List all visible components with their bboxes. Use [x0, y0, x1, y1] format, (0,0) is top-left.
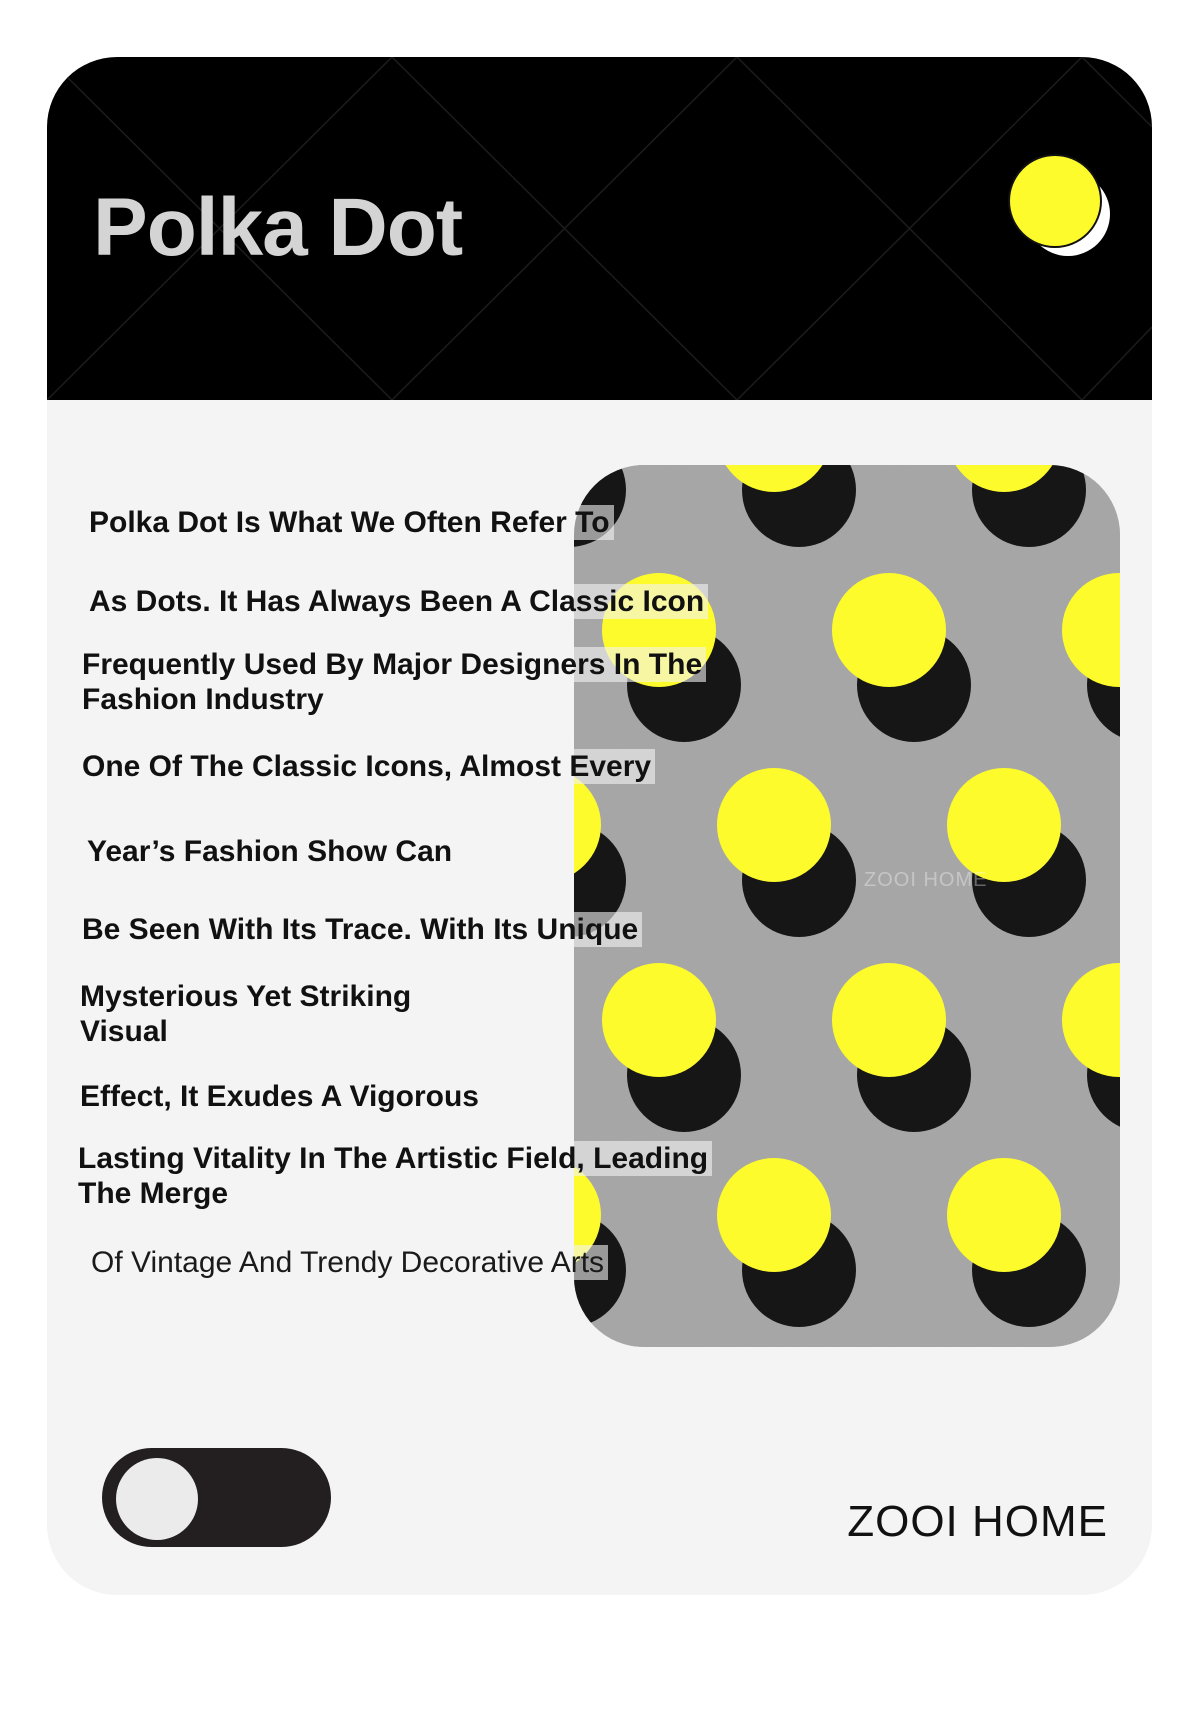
- yellow-dot: [832, 963, 946, 1077]
- body-line: Mysterious Yet Striking: [76, 979, 415, 1014]
- yellow-dot: [947, 1158, 1061, 1272]
- body-line: Frequently Used By Major Designers In The: [78, 647, 706, 682]
- body-line: As Dots. It Has Always Been A Classic Icon: [85, 584, 708, 619]
- card: [47, 57, 1152, 1595]
- body-line: Effect, It Exudes A Vigorous: [76, 1079, 483, 1114]
- yellow-dot: [717, 1158, 831, 1272]
- yellow-dot: [947, 768, 1061, 882]
- body-line: Polka Dot Is What We Often Refer To: [85, 505, 614, 540]
- toggle-switch[interactable]: [102, 1448, 331, 1547]
- body-line: One Of The Classic Icons, Almost Every: [78, 749, 655, 784]
- photo-watermark: ZOOI HOME: [864, 869, 988, 891]
- body-line: Of Vintage And Trendy Decorative Arts: [87, 1245, 608, 1280]
- header: [47, 57, 1152, 400]
- page-title: Polka Dot: [93, 182, 463, 273]
- brand-name: ZOOI HOME: [847, 1497, 1108, 1546]
- body-line: Lasting Vitality In The Artistic Field, Leading: [74, 1141, 712, 1176]
- yellow-dot: [602, 963, 716, 1077]
- yellow-dot: [717, 768, 831, 882]
- body-line: Year’s Fashion Show Can: [83, 834, 456, 869]
- yellow-dot: [832, 573, 946, 687]
- body-line: Be Seen With Its Trace. With Its Unique: [78, 912, 642, 947]
- body-line: Fashion Industry: [78, 682, 328, 717]
- toggle-knob[interactable]: [116, 1458, 198, 1540]
- moon-icon: [1005, 151, 1115, 261]
- body-line: The Merge: [74, 1176, 232, 1211]
- body-line: Visual: [76, 1014, 172, 1049]
